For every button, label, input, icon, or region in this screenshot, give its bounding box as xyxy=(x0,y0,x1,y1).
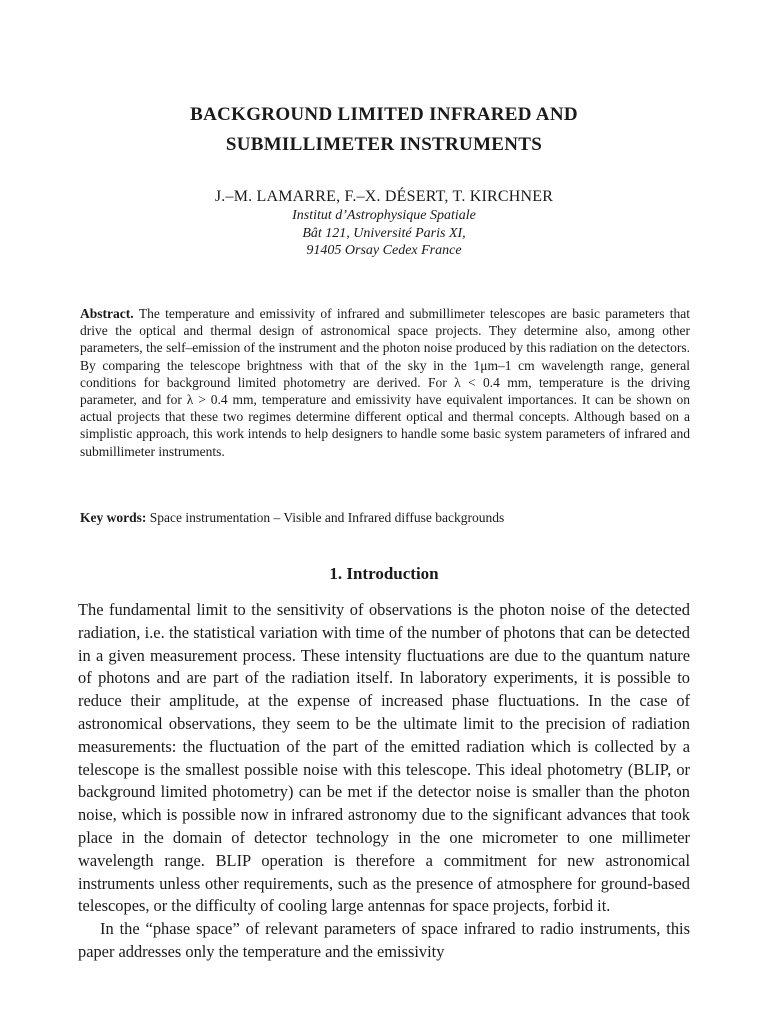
keywords xyxy=(80,509,690,526)
title-line-2: SUBMILLIMETER INSTRUMENTS xyxy=(225,134,543,155)
affiliation-line-3: 91405 Orsay Cedex France xyxy=(306,243,462,258)
section-body xyxy=(78,599,690,964)
body-paragraph-2: In the “phase space” of relevant parameters of space infrared to radio instruments, this paper addresses only the temperature and the emissivity xyxy=(78,919,690,961)
keywords-label: Key words: xyxy=(80,510,150,525)
keywords-text: Space instrumentation – Visible and Infrared diffuse backgrounds xyxy=(149,510,505,525)
body-paragraph-1: The fundamental limit to the sensitivity of observations is the photon noise of the detected radiation, i.e. the statistical variation with time of the number of photons that can be detected in a given measurement process. These intensity fluctuations are due to the quantum nature of photons and are part of the radiation itself. In laboratory experiments, it is possible to reduce their amplitude, at the expense of increased phase fluctuations. In the case of astronomical observations, they seem to be the ultimate limit to the precision of radiation measurements: the fluctuation of the part of the emitted radiation which is collected by a telescope is the smallest possible noise with this telescope. This ideal photometry (BLIP, or background limited photometry) can be met if the detector noise is smaller than the photon noise, which is possible now in infrared astronomy due to the significant advances that took place in the domain of detector technology in the one micrometer to one millimeter wavelength range. BLIP operation is therefore a commitment for new astronomical instruments unless other requirements, such as the presence of atmosphere for ground-based telescopes, or the difficulty of cooling large antennas for space projects, forbid it. xyxy=(78,600,690,916)
affiliation-line-2: Bât 121, Université Paris XI, xyxy=(302,225,466,241)
abstract-label: Abstract. xyxy=(80,306,139,321)
affiliation xyxy=(0,207,768,260)
title-line-1: BACKGROUND LIMITED INFRARED AND xyxy=(190,104,578,125)
paper-title xyxy=(0,100,768,160)
section-heading: 1. Introduction xyxy=(329,564,439,583)
abstract xyxy=(80,305,690,460)
author-list: J.–M. LAMARRE, F.–X. DÉSERT, T. KIRCHNER xyxy=(214,188,554,205)
abstract-text: The temperature and emissivity of infrared and submillimeter telescopes are basic parameters that drive the optical and thermal design of astronomical space projects. They determine also, among other parameters, the self–emission of the instrument and the photon noise produced by this radiation on the detectors. By comparing the telescope brightness with that of the sky in the 1μm–1 cm wavelength range, general conditions for background limited photometry are derived. For λ < 0.4 mm, temperature is the driving parameter, and for λ > 0.4 mm, temperature and emissivity have equivalent importances. It can be shown on actual projects that these two regimes determine different optical and thermal concepts. Although based on a simplistic approach, this work intends to help designers to handle some basic system parameters of infrared and submillimeter instruments. xyxy=(80,306,690,459)
affiliation-line-1: Institut d’Astrophysique Spatiale xyxy=(292,208,476,223)
